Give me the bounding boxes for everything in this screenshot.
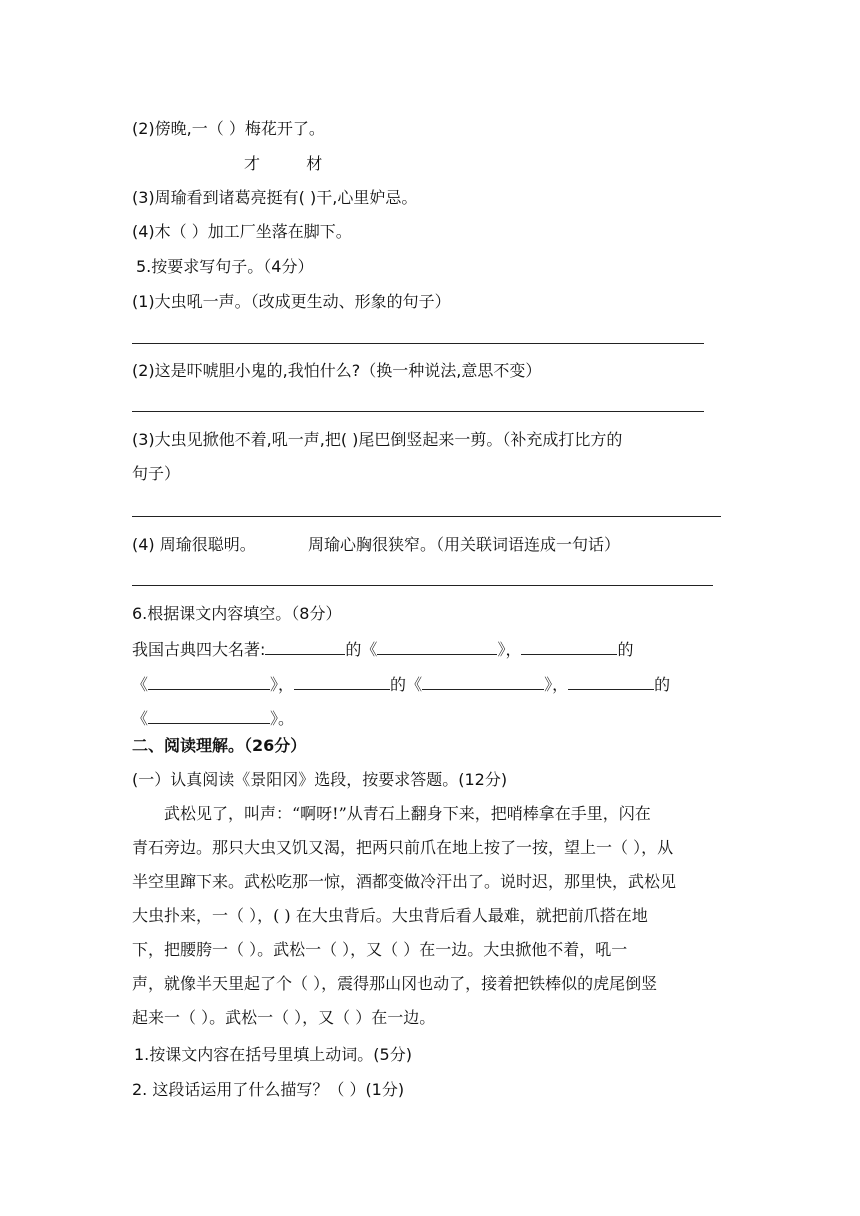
q5-sentence-1: (1)大虫吼一声。（改成更生动、形象的句子） [132,292,451,311]
q4-option-2: 材 [306,154,323,173]
q6-line-3 [132,707,294,730]
blank-title-3[interactable] [422,673,544,690]
blank-author-1[interactable] [265,638,345,655]
q6-period: 。 [278,709,295,728]
q6-close: 》 [497,640,506,659]
q5-sentence-4 [132,534,620,556]
passage-line: 半空里蹿下来。武松吃那一惊，酒都变做冷汗出了。说时迟，那里快，武松见 [132,872,677,891]
q6-open: 《 [132,709,149,728]
passage-line: 武松见了，叫声：“啊呀!”从青石上翻身下来，把哨棒拿在手里，闪在 [132,804,651,823]
blank-author-3[interactable] [294,673,390,690]
q6-close: 》 [270,675,279,694]
passage-line: 起来一（ ）。武松一（ ），又（ ）在一边。 [132,1008,436,1027]
passage-line: 声，就像半天里起了个（ ），震得那山冈也动了，接着把铁棒似的虎尾倒竖 [132,974,658,993]
q6-de: 的 [617,640,634,659]
q6-line-1 [132,638,633,661]
q6-title: 6.根据课文内容填空。（8分） [132,604,342,623]
passage-line: 大虫扑来，一（ ），( ) 在大虫背后。大虫背后看人最难，就把前爪搭在地 [132,906,648,925]
section2-question-2: 2. 这段话运用了什么描写？（ ）(1分) [132,1080,405,1099]
answer-line-3[interactable] [132,516,721,517]
passage [132,797,732,1035]
answer-line-2[interactable] [132,411,704,412]
q6-comma: ， [552,675,569,694]
q6-comma: ， [505,640,522,659]
section2-title: 二、阅读理解。（26分） [132,736,307,755]
q6-close: 》 [544,675,553,694]
passage-line: 青石旁边。那只大虫又饥又渴，把两只前爪在地上按了一按，望上一（ ），从 [132,838,674,857]
blank-title-1[interactable] [377,638,497,655]
blank-author-2[interactable] [521,638,617,655]
section2-question-1: 1.按课文内容在括号里填上动词。(5分) [134,1045,412,1064]
q5-sentence-3b: 句子） [132,464,181,483]
q6-line-2 [132,673,670,696]
q4-item-4: (4)木（ ）加工厂坐落在脚下。 [132,222,352,241]
q5-sentence-3a: (3)大虫见掀他不着,吼一声,把( )尾巴倒竖起来一剪。（补充成打比方的 [132,430,623,449]
q5-sentence-2: (2)这是吓唬胆小鬼的,我怕什么?（换一种说法,意思不变） [132,361,542,380]
blank-title-2[interactable] [148,673,270,690]
answer-line-1[interactable] [132,343,704,344]
q6-close: 》 [270,709,279,728]
blank-author-4[interactable] [568,673,654,690]
q6-de: 的 [390,675,407,694]
q4-options [244,153,322,175]
q5-sentence-4a: (4) 周瑜很聪明。 [132,535,256,554]
q4-item-2: (2)傍晚,一（ ）梅花开了。 [132,119,325,138]
section2-subtitle: (一）认真阅读《景阳冈》选段，按要求答题。(12分) [132,770,508,789]
q6-comma: ， [278,675,295,694]
q6-open: 《 [132,675,149,694]
q6-de: 的 [654,675,671,694]
blank-title-4[interactable] [148,707,270,724]
q6-open: 《 [361,640,378,659]
q5-title: 5.按要求写句子。（4分） [136,257,314,276]
q6-de: 的 [345,640,362,659]
q5-sentence-4b: 周瑜心胸很狭窄。（用关联词语连成一句话） [307,535,620,554]
q6-intro: 我国古典四大名著: [132,640,266,659]
q6-open: 《 [406,675,423,694]
passage-line: 下，把腰胯一（ ）。武松一（ ），又（ ）在一边。大虫掀他不着，吼一 [132,940,628,959]
q4-item-3: (3)周瑜看到诸葛亮挺有( )干,心里妒忌。 [132,188,418,207]
q4-option-1: 才 [244,154,261,173]
answer-line-4[interactable] [132,585,713,586]
